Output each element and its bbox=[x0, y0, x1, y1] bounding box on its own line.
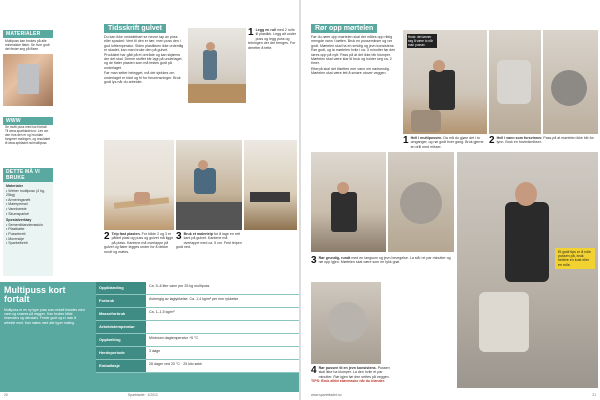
www-box-text: Se mufti puss med kort fortalt. Til www.sparbladet.no: Les om den hva den er og hvordan fungerer malingen, og resultatet til www.spbladet.no/multipuss bbox=[5, 125, 51, 145]
materials-photo bbox=[3, 54, 53, 106]
large-mixing-photo bbox=[457, 152, 598, 388]
right-page bbox=[301, 0, 600, 400]
www-box bbox=[3, 117, 53, 147]
right-step4-body: Pussen skal ikke ha klumper. La den hvile et par minutter. Rør igjen før den settes på veggen. bbox=[318, 366, 390, 379]
footer-right: www.sparebladet.no bbox=[311, 393, 342, 397]
table-value: 28 dager ved 20 °C · 25 kilo sekk bbox=[146, 360, 299, 372]
materials-box-header: MATERIALER bbox=[3, 30, 53, 38]
tools-item: • Murerskje bbox=[6, 236, 25, 241]
stirring-photo-1 bbox=[311, 152, 386, 252]
right-step2-text bbox=[489, 136, 598, 145]
intro-text bbox=[104, 35, 184, 84]
table-row bbox=[96, 321, 299, 334]
step3-body: for å lage en rett kant på gulvet. Kantene må overlappe med ca. 5 cm. Fest teipen godt ned. bbox=[176, 232, 242, 250]
step3-number: 3 bbox=[176, 231, 182, 242]
table-value: Ca. 5–6 liter vann per 25 kg multipuss bbox=[146, 282, 299, 294]
right-step1-title: Hell i multipussen. bbox=[410, 136, 443, 140]
table-key: Herdeperiode bbox=[96, 347, 146, 359]
right-step4-text bbox=[311, 366, 391, 384]
materials-box bbox=[3, 30, 53, 106]
intro-paragraph: Du kan ikke umiddelbart se nevne tap av puss eller spackel: Vent til den er tørr, men puss den i god lufttemperatur. Siden plastikken ikke ordentlig er skadet, kan man bruke den på gulvet. Produktet har gått på et område og kan skjæres der det skal. Denne stoffet blir lagt på underlaget, og de flater plasten som må festes godt på underlaget. bbox=[104, 35, 184, 70]
table-key: Oppblanding bbox=[96, 282, 146, 294]
tools-item: • Sementblandemaskin bbox=[6, 222, 43, 227]
step1-text bbox=[248, 28, 297, 50]
table-key: Forbruk bbox=[96, 295, 146, 307]
table-value: Minimum dagtemperatur +5 °C bbox=[146, 334, 299, 346]
section-title-right: Rør opp mørtelen bbox=[311, 24, 377, 33]
stirring-photo-2 bbox=[388, 152, 454, 252]
step3-text bbox=[176, 232, 242, 250]
need-box-header: DETTE MÅ VI BRUKE bbox=[3, 168, 53, 182]
photo-tag: Et godt tips er å rulle pussen på, bruk hellere en kost eller en rulle. bbox=[555, 248, 595, 269]
table-row bbox=[96, 360, 299, 373]
right-intro-paragraph: Før du rører opp mørtelen skal det måles opp riktig mengde vann i bøtten. Bruk en pussemikser og rør godt. Mørtelen skal ha en smidig og jevn konsistens. Rør godt, og la mørtelen hvile i ca. 3 minutter før den røres opp på nytt. Pass på at det ikke blir klumper. Mørtelen skal være klar til bruk og holder seg ca. 2 timer. bbox=[311, 35, 396, 66]
photo-caption: Husk: det lønner seg å være to når man pusser. bbox=[407, 34, 437, 48]
tools-item: • Pussebrett bbox=[6, 231, 26, 236]
table-key: Masseforbruk bbox=[96, 308, 146, 320]
mixing-photo-3 bbox=[543, 30, 598, 134]
table-key: Opptørking bbox=[96, 334, 146, 346]
page-number-left: 20 bbox=[4, 393, 8, 397]
footer-left: Sparbladet · 1/2012 bbox=[128, 393, 158, 397]
right-step1-body: Da må du gjøre det i to omganger, og rør godt hver gang. Bruk gjerne en drill med mikser. bbox=[410, 136, 484, 149]
materials-box-text: Multipuss kan brukes på alle mineralske flater. Se hvor godt det fester seg på flisen. bbox=[5, 39, 50, 51]
step1-number: 1 bbox=[248, 27, 254, 38]
right-step2-number: 2 bbox=[489, 135, 495, 146]
page-number-right: 21 bbox=[592, 393, 596, 397]
facts-table bbox=[96, 282, 299, 373]
table-value bbox=[146, 321, 299, 333]
tools-item: • Sparkelbrett bbox=[6, 241, 28, 246]
section-title: Tidsskrift gulvet bbox=[104, 24, 166, 33]
right-step4-tips: TIPS: Bruk alltid støvmaske når du blander. bbox=[311, 379, 386, 384]
right-step4-number: 4 bbox=[311, 365, 317, 376]
right-step1-text bbox=[403, 136, 487, 149]
right-step2-title: Hell i vann som forsvinner. bbox=[496, 136, 543, 140]
right-step2-body: Pass på at mørtelen ikke blir for tynn. Bruk en hovedsmikser. bbox=[496, 136, 594, 145]
table-value: Avhengig av lagtykkelse. Ca. 1,4 kg/m² per mm tykkelse bbox=[146, 295, 299, 307]
table-row bbox=[96, 282, 299, 295]
www-box-header: WWW bbox=[3, 117, 53, 125]
facts-text: Multipuss er en ny type puss som enkelt blandes med vann og smøres på veggen. Kan brukes både innendørs og utendørs. Fester godt og er rask å arbeide med. Kan males med alle typer maling. bbox=[4, 308, 85, 325]
right-step4-title: Rør pussen til en jevn konsistens. bbox=[318, 366, 377, 370]
step2-photo bbox=[104, 140, 174, 230]
table-row bbox=[96, 347, 299, 360]
step2-text bbox=[104, 232, 174, 254]
materials-item: • Armeringsnett bbox=[6, 197, 31, 202]
facts-title: Multipuss kort fortalt bbox=[4, 285, 66, 304]
step2-number: 2 bbox=[104, 231, 110, 242]
table-row bbox=[96, 295, 299, 308]
table-key: Arbeidstemperatur bbox=[96, 321, 146, 333]
need-box bbox=[3, 168, 53, 276]
right-step3-body: med en langsom og jevn bevegelse. La stå i et par minutter og rør opp igjen. Mørtelen skal være som en tykk grøt. bbox=[318, 256, 451, 265]
table-key: Emballasje bbox=[96, 360, 146, 372]
step2-body: For både 2 og 3 er påført plast og puss og gulvet må ligge på plass. Kantene må overlappe på gulvet og flater legges under for å dekke rundt og møtes. bbox=[104, 232, 174, 254]
table-row bbox=[96, 334, 299, 347]
tools-list-title: Spesialverktøy bbox=[6, 218, 32, 223]
materials-item: • Malerpensel bbox=[6, 202, 28, 207]
step1-title: Legg en rull bbox=[255, 28, 276, 32]
right-step3-title: Rør grundig, rundt bbox=[318, 256, 351, 260]
right-step1-number: 1 bbox=[403, 135, 409, 146]
step3-photo bbox=[176, 140, 242, 230]
step1-body: med 2 rulle til plastikk. Legg alt under puss og legg puss og tetningen der det trenges. For deretter å tette. bbox=[248, 28, 297, 50]
tools-item: • Plastbøtte bbox=[6, 227, 25, 232]
right-intro-text bbox=[311, 35, 399, 76]
step3b-photo bbox=[244, 140, 297, 230]
facts-box bbox=[0, 282, 299, 392]
step1-photo bbox=[188, 28, 246, 103]
mixing-photo-1 bbox=[403, 30, 487, 134]
right-step3-text bbox=[311, 256, 454, 265]
right-step3-number: 3 bbox=[311, 255, 317, 266]
table-value: Ca. 1–1,5 kg/m² bbox=[146, 308, 299, 320]
step3-title: Bruk et malerteip bbox=[183, 232, 213, 236]
intro-paragraph-2: Før man setter belegget, må det sjekkes om underlaget er klart og fri for forurensninger. Bruk godt lys når du arbeider. bbox=[104, 71, 181, 85]
step2-title: Teip fast plasten. bbox=[111, 232, 141, 236]
materials-list-title: Materialer bbox=[6, 184, 23, 188]
left-page bbox=[0, 0, 299, 400]
materials-item: • Weber multipuss (4 kg, 25kg) bbox=[6, 188, 45, 198]
right-intro-paragraph-2: Etterpå skal det tilsettes mer vann om nødvendig. Mørtelen skal være lett å smøre utover veggen. bbox=[311, 66, 390, 76]
table-row bbox=[96, 308, 299, 321]
table-value: 3 døgn bbox=[146, 347, 299, 359]
materials-item: • Vannbørste bbox=[6, 206, 27, 211]
stirring-closeup-photo bbox=[311, 282, 381, 364]
mixing-photo-2 bbox=[489, 30, 541, 134]
materials-item: • Skumsparkel bbox=[6, 211, 30, 216]
